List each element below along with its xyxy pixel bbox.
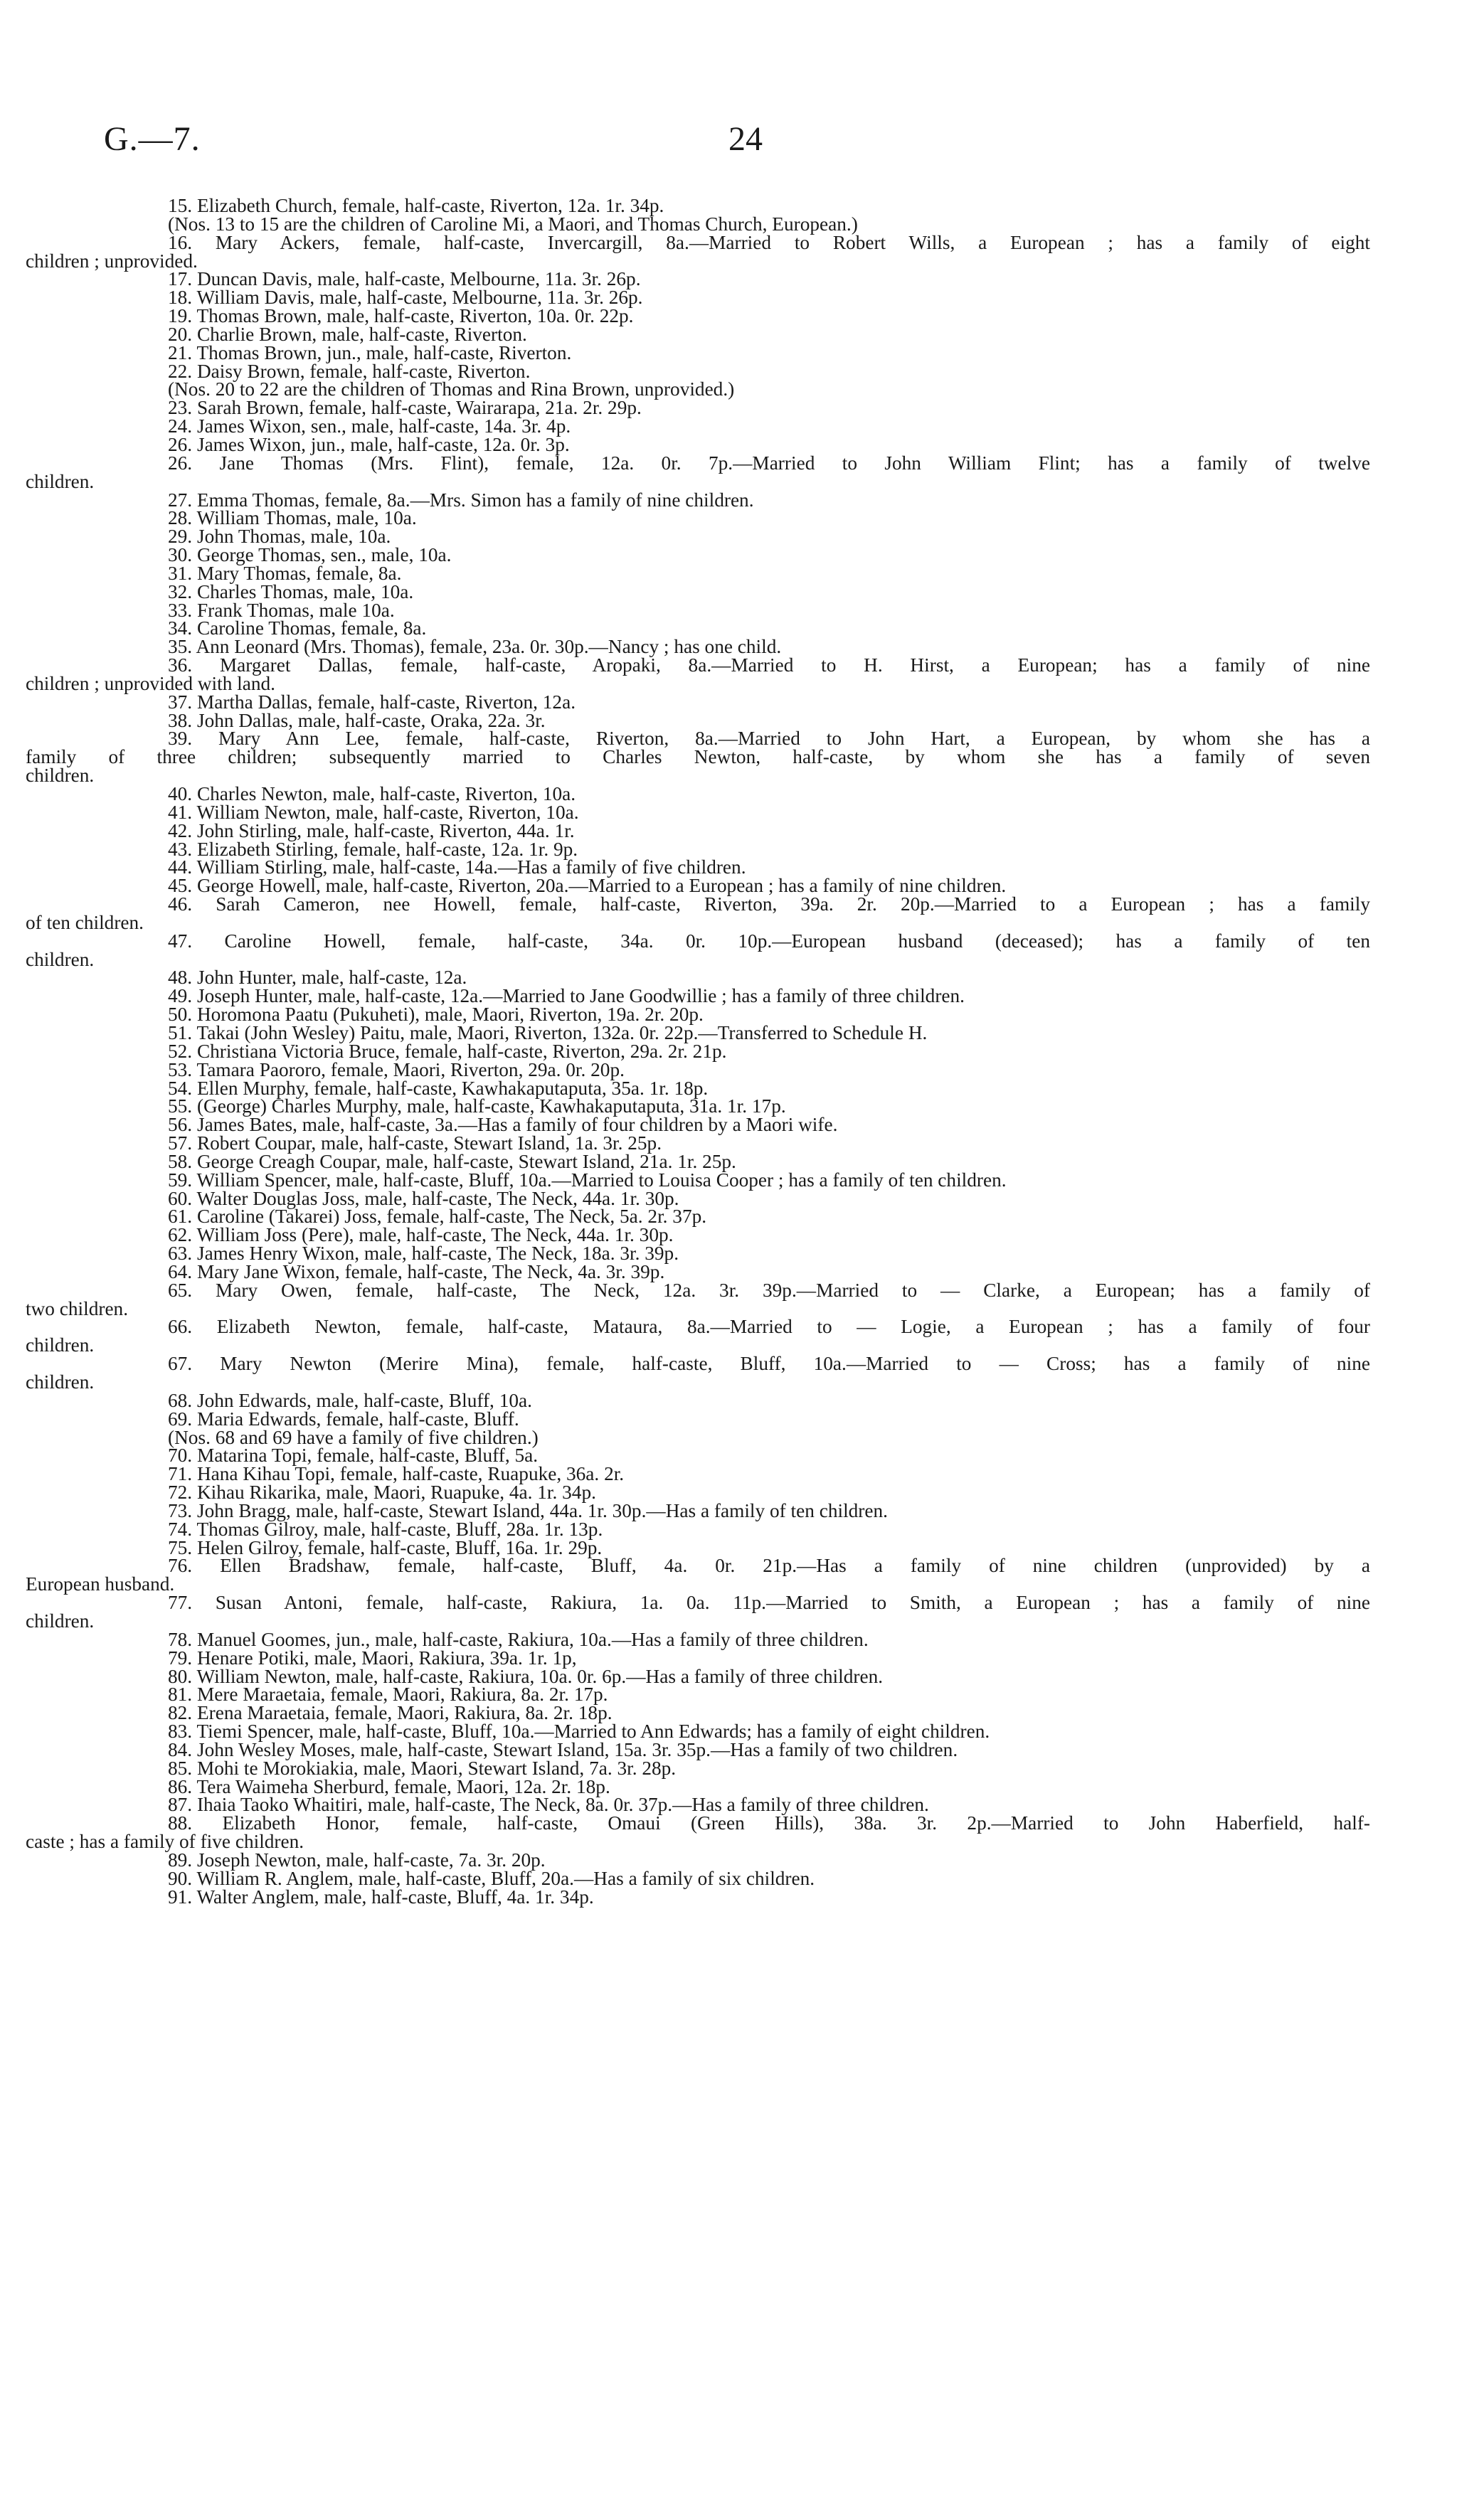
entry-continuation-line: children.: [26, 765, 95, 787]
entry-first-line: 81. Mere Maraetaia, female, Maori, Rakiura, 8a. 2r. 17p.: [168, 1684, 608, 1706]
entry-first-line: 26. James Wixon, jun., male, half-caste, 12a. 0r. 3p.: [168, 433, 570, 455]
entry-first-line: 18. William Davis, male, half-caste, Melbourne, 11a. 3r. 26p.: [168, 287, 643, 309]
list-item: [168, 1628, 1370, 1650]
entry-continuation-line: children ; unprovided.: [26, 250, 198, 272]
entry-first-line: (Nos. 13 to 15 are the children of Caroline Mi, a Maori, and Thomas Church, European.): [168, 213, 858, 235]
list-item: [168, 1867, 1370, 1889]
entry-first-line: 91. Walter Anglem, male, half-caste, Bluff, 4a. 1r. 34p.: [168, 1886, 594, 1908]
list-item: [168, 785, 1370, 804]
entry-first-line: 44. William Stirling, male, half-caste, 14a.—Has a family of five children.: [168, 856, 746, 878]
entry-first-line: (Nos. 20 to 22 are the children of Thomas and Rina Brown, unprovided.): [168, 378, 735, 400]
entry-first-line: (Nos. 68 and 69 have a family of five children.): [168, 1426, 539, 1448]
list-item: [168, 1757, 1370, 1779]
list-item: [168, 1171, 1370, 1190]
entry-first-line: 45. George Howell, male, half-caste, Riverton, 20a.—Married to a European ; has a family of nine children.: [168, 875, 1007, 897]
entry-first-line: 36. Margaret Dallas, female, half-caste, Aropaki, 8a.—Married to H. Hirst, a European; has a family of nine: [168, 654, 1370, 676]
list-item: [168, 197, 1370, 216]
entry-first-line: 82. Erena Maraetaia, female, Maori, Rakiura, 8a. 2r. 18p.: [168, 1702, 613, 1724]
entry-first-line: 87. Ihaia Taoko Whaitiri, male, half-caste, The Neck, 8a. 0r. 37p.—Has a family of three children.: [168, 1794, 929, 1816]
list-item: [26, 654, 1370, 694]
entry-first-line: 57. Robert Coupar, male, half-caste, Stewart Island, 1a. 3r. 25p.: [168, 1132, 662, 1154]
entry-first-line: 53. Tamara Paororo, female, Maori, Riverton, 29a. 0r. 20p.: [168, 1058, 625, 1080]
list-item: [168, 1738, 1370, 1760]
entry-first-line: 78. Manuel Goomes, jun., male, half-caste, Rakiura, 10a.—Has a family of three children.: [168, 1628, 869, 1650]
entry-continuation-line: children.: [26, 470, 95, 492]
entry-first-line: 47. Caroline Howell, female, half-caste, 34a. 0r. 10p.—European husband (deceased); has a family of ten: [168, 930, 1370, 952]
entry-first-line: 62. William Joss (Pere), male, half-caste, The Neck, 44a. 1r. 30p.: [168, 1224, 674, 1246]
list-item: [168, 580, 1370, 602]
entry-first-line: 31. Mary Thomas, female, 8a.: [168, 562, 402, 584]
entry-first-line: 26. Jane Thomas (Mrs. Flint), female, 12a. 0r. 7p.—Married to John William Flint; has a family of twelve: [168, 452, 1370, 474]
entries-list: [26, 195, 1370, 1908]
list-item: [168, 1058, 1370, 1080]
entry-first-line: 61. Caroline (Takarei) Joss, female, half-caste, The Neck, 5a. 2r. 37p.: [168, 1206, 707, 1228]
entry-first-line: 89. Joseph Newton, male, half-caste, 7a. 3r. 20p.: [168, 1849, 546, 1871]
entry-first-line: 63. James Henry Wixon, male, half-caste, The Neck, 18a. 3r. 39p.: [168, 1243, 679, 1265]
entry-continuation-line: children ; unprovided with land.: [26, 672, 275, 694]
list-item: [168, 546, 1370, 565]
entry-first-line: 68. John Edwards, male, half-caste, Bluff, 10a.: [168, 1389, 532, 1411]
entry-first-line: 77. Susan Antoni, female, half-caste, Rakiura, 1a. 0a. 11p.—Married to Smith, a European ; has a family of nine: [168, 1592, 1370, 1614]
entry-first-line: 66. Elizabeth Newton, female, half-caste, Mataura, 8a.—Married to — Logie, a European ; has a family of four: [168, 1316, 1370, 1338]
entry-continuation-line: caste ; has a family of five children.: [26, 1831, 304, 1853]
entry-first-line: 42. John Stirling, male, half-caste, Riverton, 44a. 1r.: [168, 819, 575, 841]
list-item: [26, 1316, 1370, 1356]
entry-first-line: 72. Kihau Rikarika, male, Maori, Ruapuke, 4a. 1r. 34p.: [168, 1482, 596, 1504]
list-item: [168, 1150, 1370, 1172]
list-item: [26, 728, 1370, 787]
entry-continuation-line: two children.: [26, 1297, 129, 1319]
entry-first-line: 49. Joseph Hunter, male, half-caste, 12a.—Married to Jane Goodwillie ; has a family of three children.: [168, 985, 965, 1007]
document-reference: G.—7.: [104, 120, 201, 158]
entry-first-line: 71. Hana Kihau Topi, female, half-caste, Ruapuke, 36a. 2r.: [168, 1463, 625, 1485]
entry-first-line: 83. Tiemi Spencer, male, half-caste, Bluff, 10a.—Married to Ann Edwards; has a family of eight children.: [168, 1721, 990, 1743]
entry-first-line: 51. Takai (John Wesley) Paitu, male, Maori, Riverton, 132a. 0r. 22p.—Transferred to Schedule H.: [168, 1021, 928, 1043]
entry-first-line: 16. Mary Ackers, female, half-caste, Invercargill, 8a.—Married to Robert Wills, a European ; has a family of eight: [168, 231, 1370, 253]
entry-first-line: 59. William Spencer, male, half-caste, Bluff, 10a.—Married to Louisa Cooper ; has a family of ten children.: [168, 1169, 1007, 1191]
entry-first-line: 65. Mary Owen, female, half-caste, The Neck, 12a. 3r. 39p.—Married to — Clarke, a European; has a family of: [168, 1279, 1370, 1301]
entry-first-line: 34. Caroline Thomas, female, 8a.: [168, 617, 427, 639]
entry-first-line: 22. Daisy Brown, female, half-caste, Riverton.: [168, 360, 531, 382]
list-item: [168, 1888, 1370, 1907]
entry-first-line: 21. Thomas Brown, jun., male, half-caste, Riverton.: [168, 341, 572, 363]
list-item: [26, 930, 1370, 970]
entry-first-line: 28. William Thomas, male, 10a.: [168, 507, 417, 529]
entry-continuation-line: of ten children.: [26, 911, 144, 933]
entry-first-line: 88. Elizabeth Honor, female, half-caste, Omaui (Green Hills), 38a. 3r. 2p.—Married to John Haberfield, half-: [168, 1812, 1370, 1834]
entry-first-line: 60. Walter Douglas Joss, male, half-caste, The Neck, 44a. 1r. 30p.: [168, 1187, 679, 1209]
entry-first-line: 37. Martha Dallas, female, half-caste, Riverton, 12a.: [168, 691, 576, 713]
entry-first-line: 41. William Newton, male, half-caste, Riverton, 10a.: [168, 801, 579, 823]
entry-first-line: 52. Christiana Victoria Bruce, female, half-caste, Riverton, 29a. 2r. 21p.: [168, 1040, 727, 1062]
list-item: [26, 1812, 1370, 1853]
entry-first-line: 46. Sarah Cameron, nee Howell, female, half-caste, Riverton, 39a. 2r. 20p.—Married to a European ; has a family: [168, 893, 1370, 915]
entry-first-line: 15. Elizabeth Church, female, half-caste, Riverton, 12a. 1r. 34p.: [168, 195, 664, 216]
entry-continuation-line: European husband.: [26, 1573, 175, 1595]
entry-first-line: 80. William Newton, male, half-caste, Rakiura, 10a. 0r. 6p.—Has a family of three children.: [168, 1665, 884, 1687]
entry-continuation-line: children.: [26, 1610, 95, 1632]
entry-first-line: 84. John Wesley Moses, male, half-caste, Stewart Island, 15a. 3r. 35p.—Has a family of two children.: [168, 1738, 958, 1760]
list-item: [168, 1518, 1370, 1540]
list-item: [26, 1555, 1370, 1595]
entry-first-line: 70. Matarina Topi, female, half-caste, Bluff, 5a.: [168, 1445, 539, 1467]
entry-first-line: 35. Ann Leonard (Mrs. Thomas), female, 23a. 0r. 30p.—Nancy ; has one child.: [168, 636, 782, 658]
list-item: [26, 893, 1370, 933]
entry-first-line: 19. Thomas Brown, male, half-caste, Riverton, 10a. 0r. 22p.: [168, 305, 634, 327]
list-item: [168, 1851, 1370, 1870]
list-item: [168, 213, 1370, 235]
list-item: [168, 433, 1370, 455]
list-item: [168, 341, 1370, 363]
entry-continuation-line: children.: [26, 1334, 95, 1356]
entry-first-line: 27. Emma Thomas, female, 8a.—Mrs. Simon has a family of nine children.: [168, 489, 754, 511]
list-item: [26, 1279, 1370, 1319]
entry-first-line: 24. James Wixon, sen., male, half-caste, 14a. 3r. 4p.: [168, 415, 571, 437]
entry-first-line: 40. Charles Newton, male, half-caste, Riverton, 10a.: [168, 783, 576, 804]
entry-first-line: 39. Mary Ann Lee, female, half-caste, Riverton, 8a.—Married to John Hart, a European, by whom she has a: [168, 728, 1370, 750]
list-item: [168, 1649, 1370, 1668]
entry-first-line: 76. Ellen Bradshaw, female, half-caste, Bluff, 4a. 0r. 21p.—Has a family of nine children (unprovided) by a: [168, 1555, 1370, 1577]
list-item: [168, 1410, 1370, 1429]
entry-first-line: 58. George Creagh Coupar, male, half-caste, Stewart Island, 21a. 1r. 25p.: [168, 1150, 736, 1172]
entry-continuation-line: children.: [26, 948, 95, 970]
entry-first-line: 56. James Bates, male, half-caste, 3a.—Has a family of four children by a Maori wife.: [168, 1114, 838, 1136]
entry-first-line: 30. George Thomas, sen., male, 10a.: [168, 544, 452, 566]
list-item: [168, 1499, 1370, 1521]
entry-first-line: 75. Helen Gilroy, female, half-caste, Bluff, 16a. 1r. 29p.: [168, 1536, 603, 1558]
entry-first-line: 69. Maria Edwards, female, half-caste, Bluff.: [168, 1408, 519, 1430]
entry-first-line: 20. Charlie Brown, male, half-caste, Riverton.: [168, 323, 527, 345]
entry-first-line: 33. Frank Thomas, male 10a.: [168, 599, 395, 621]
entry-first-line: 85. Mohi te Morokiakia, male, Maori, Stewart Island, 7a. 3r. 28p.: [168, 1757, 677, 1779]
list-item: [168, 819, 1370, 841]
page-number: 24: [728, 120, 763, 158]
entry-first-line: 79. Henare Potiki, male, Maori, Rakiura, 39a. 1r. 1p,: [168, 1647, 577, 1669]
entry-first-line: 43. Elizabeth Stirling, female, half-caste, 12a. 1r. 9p.: [168, 838, 578, 860]
entry-first-line: 90. William R. Anglem, male, half-caste, Bluff, 20a.—Has a family of six children.: [168, 1867, 815, 1889]
entry-first-line: 64. Mary Jane Wixon, female, half-caste, The Neck, 4a. 3r. 39p.: [168, 1260, 665, 1282]
list-item: [168, 562, 1370, 584]
entry-first-line: 38. John Dallas, male, half-caste, Oraka, 22a. 3r.: [168, 709, 546, 731]
entry-continuation-line: family of three children; subsequently married to Charles Newton, half-caste, by whom she has a family of seven: [26, 746, 1370, 768]
entry-first-line: 32. Charles Thomas, male, 10a.: [168, 580, 414, 602]
list-item: [168, 1260, 1370, 1282]
entry-first-line: 17. Duncan Davis, male, half-caste, Melbourne, 11a. 3r. 26p.: [168, 268, 641, 290]
list-item: [168, 1021, 1370, 1043]
list-item: [26, 1592, 1370, 1632]
entry-first-line: 55. (George) Charles Murphy, male, half-caste, Kawhakaputaputa, 31a. 1r. 17p.: [168, 1095, 786, 1117]
list-item: [168, 1134, 1370, 1153]
entry-first-line: 48. John Hunter, male, half-caste, 12a.: [168, 967, 467, 989]
list-item: [26, 231, 1370, 272]
entry-first-line: 67. Mary Newton (Merire Mina), female, half-caste, Bluff, 10a.—Married to — Cross; has a family of nine: [168, 1353, 1370, 1375]
entry-first-line: 73. John Bragg, male, half-caste, Stewart Island, 44a. 1r. 30p.—Has a family of ten children.: [168, 1499, 888, 1521]
list-item: [26, 452, 1370, 492]
entry-first-line: 54. Ellen Murphy, female, half-caste, Kawhakaputaputa, 35a. 1r. 18p.: [168, 1077, 709, 1099]
list-item: [26, 1353, 1370, 1393]
list-item: [168, 693, 1370, 712]
entry-first-line: 86. Tera Waimeha Sherburd, female, Maori, 12a. 2r. 18p.: [168, 1775, 610, 1797]
entry-first-line: 50. Horomona Paatu (Pukuheti), male, Maori, Riverton, 19a. 2r. 20p.: [168, 1004, 704, 1026]
entry-first-line: 29. John Thomas, male, 10a.: [168, 526, 391, 548]
entry-first-line: 23. Sarah Brown, female, half-caste, Wairarapa, 21a. 2r. 29p.: [168, 397, 642, 419]
page-header: [0, 119, 1479, 169]
list-item: [168, 1389, 1370, 1411]
list-item: [168, 1040, 1370, 1062]
list-item: [168, 801, 1370, 823]
list-item: [168, 323, 1370, 345]
entry-continuation-line: children.: [26, 1371, 95, 1393]
entry-first-line: 74. Thomas Gilroy, male, half-caste, Bluff, 28a. 1r. 13p.: [168, 1518, 603, 1540]
list-item: [168, 1723, 1370, 1741]
